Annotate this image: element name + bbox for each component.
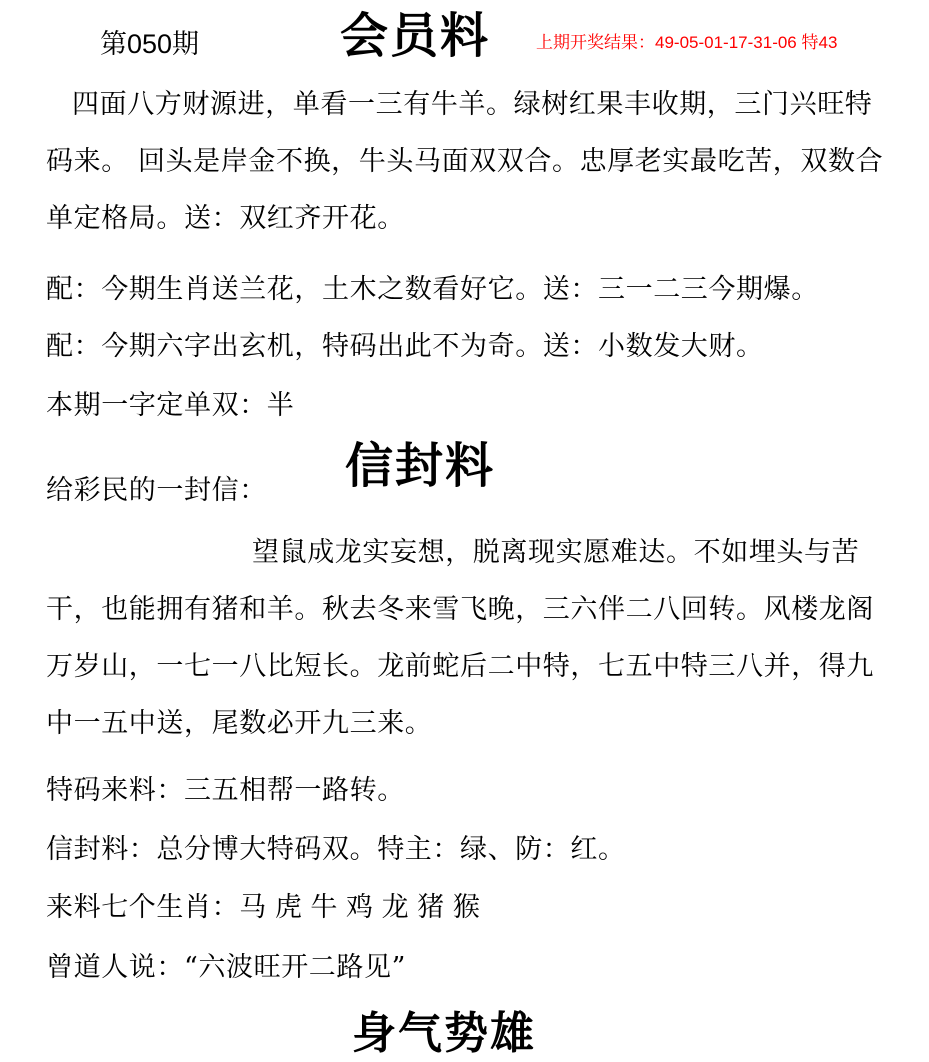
footer-section-title: 身气势雄: [352, 1008, 536, 1059]
issue-number: 第050期: [100, 29, 200, 59]
envelope-tip-line: 信封料：总分博大特码双。特主：绿、防：红。: [46, 834, 626, 865]
member-section-title: 会员料: [340, 8, 491, 64]
zodiac-item: 牛: [310, 892, 339, 923]
zodiac-line: [46, 879, 488, 936]
member-poem-text: 四面八方财源进，单看一三有牛羊。绿树红果丰收期，三门兴旺特码来。 回头是岸金不换，牛头马面双双合。忠厚老实最吃苦，双数合单定格局。送：双红齐开花。: [46, 89, 884, 234]
envelope-section-title: 信封料: [345, 438, 496, 494]
letter-greeting: 给彩民的一封信：: [46, 475, 267, 506]
envelope-letter-paragraph: [46, 524, 888, 752]
zodiac-item: 猴: [452, 892, 481, 923]
pairing-line-2: 配：今期六字出玄机，特码出此不为奇。送：小数发大财。: [46, 331, 764, 362]
member-poem-paragraph: [46, 76, 888, 247]
single-double-line: 本期一字定单双：半: [46, 390, 295, 421]
zodiac-item: 龙: [381, 892, 410, 923]
zeng-quote-line: 曾道人说：“六波旺开二路见”: [46, 952, 407, 983]
zodiac-item: 马: [239, 892, 267, 923]
zodiac-item: 鸡: [346, 892, 374, 923]
last-result-text: 上期开奖结果：49-05-01-17-31-06 特43: [536, 33, 838, 52]
zodiac-item: 虎: [274, 892, 303, 923]
zodiac-item: 猪: [417, 892, 445, 923]
pairing-line-1: 配：今期生肖送兰花，土木之数看好它。送：三一二三今期爆。: [46, 274, 819, 305]
special-code-line: 特码来料：三五相帮一路转。: [46, 775, 405, 806]
envelope-letter-text: 望鼠成龙实妄想，脱离现实愿难达。不如埋头与苦干，也能拥有猪和羊。秋去冬来雪飞晚，三六伴二八回转。风楼龙阁万岁山，一七一八比短长。龙前蛇后二中特，七五中特三八并，得九中一五中送，尾数必开九三来。: [46, 537, 874, 739]
zodiac-label: 来料七个生肖：: [46, 892, 240, 923]
